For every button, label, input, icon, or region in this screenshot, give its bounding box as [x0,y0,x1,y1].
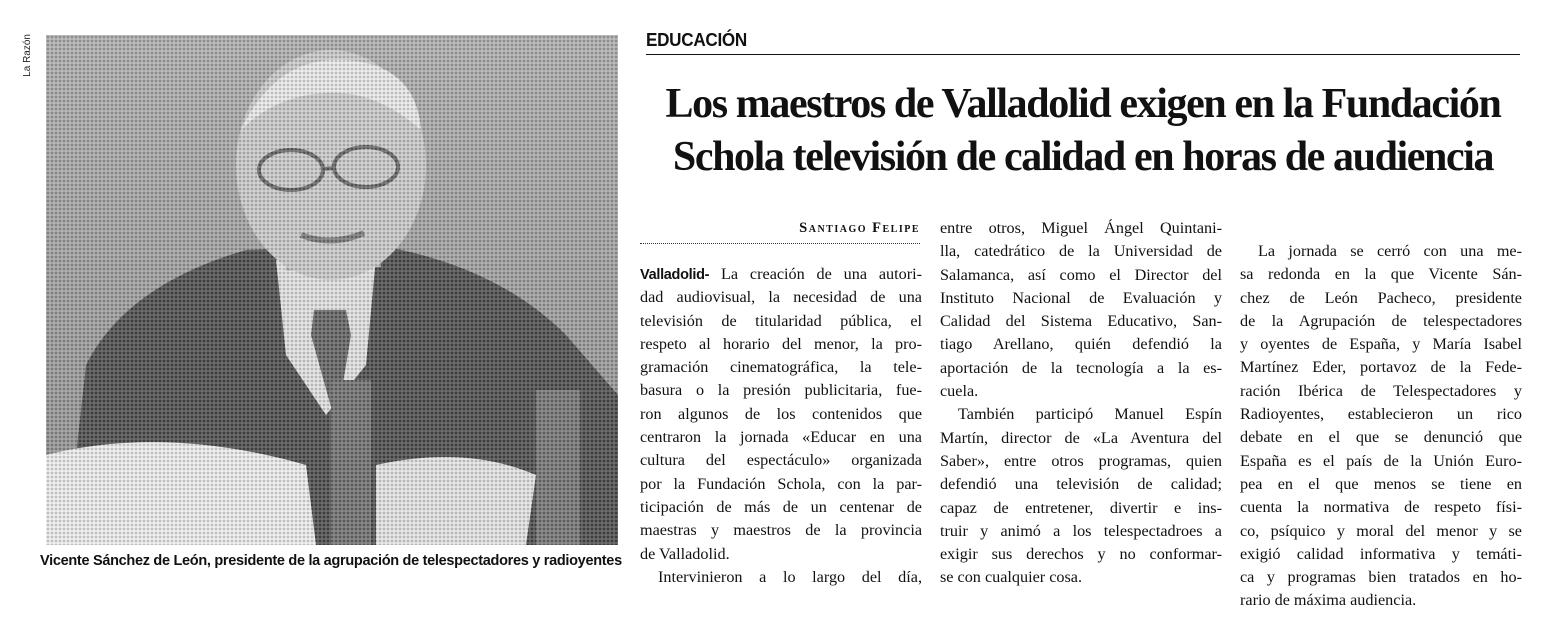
text-line: se con cualquier cosa. [940,568,1083,587]
text-line: ca y programas bien tratados en ho- [1240,568,1522,587]
text-line: aportación de la tecnología a la es- [940,358,1222,377]
text-line: exigir sus derechos y no conformar- [940,545,1222,564]
text-line: Radioyentes, establecieron un rico [1240,405,1522,424]
news-photo [46,35,618,545]
text-line: tiago Arellano, quién defendió la [940,335,1222,354]
text-line: cuela. [940,382,979,401]
text-line: Intervinieron a lo largo del día, [658,567,922,586]
text-line: entre otros, Miguel Ángel Quintani- [940,219,1222,237]
text-line: lla, catedrático de la Universidad de [940,242,1222,261]
byline-author: Santiago Felipe [799,220,920,236]
text-line: La jornada se cerró con una me- [1258,242,1522,260]
section-label: EDUCACIÓN [646,30,747,50]
text-line: exigió calidad informativa y temáti- [1240,544,1522,563]
text-line: España es el país de la Unión Euro- [1240,451,1522,470]
text-line: capaz de entretener, divertir e ins- [940,498,1222,517]
text-line: cultura del espectáculo» organizada [640,451,922,470]
text-line: También participó Manuel Espín [958,405,1222,424]
text-line: ración Ibérica de Telespectadores y [1240,381,1522,400]
text-line: Martín, director de «La Aventura del [940,428,1222,447]
text-line: defendió una televisión de calidad; [940,475,1222,494]
headline [646,78,1520,184]
text-line: chez de León Pacheco, presidente [1240,288,1522,307]
text-line: debate en el que se denunció que [1240,428,1522,447]
article-column-3 [1240,240,1522,613]
headline-line: Los maestros de Valladolid exigen en la Fundación [665,81,1501,127]
text-line: por la Fundación Schola, con la par- [640,474,922,493]
photo-caption: Vicente Sánchez de León, presidente de la agrupación de telespectadores y radioyentes [40,553,622,569]
text-line: sa redonda en la que Vicente Sán- [1240,265,1522,284]
text-line: co, psíquico y moral del menor y se [1240,521,1522,540]
text-line: Salamanca, así como el Director del [940,265,1222,284]
article-column-1 [640,263,922,589]
text-line: respeto al horario del menor, la pro- [640,334,922,353]
text-line: gramación cinematográfica, la tele- [640,358,922,377]
text-line: de Valladolid. [640,544,730,563]
text-line: Calidad del Sistema Educativo, San- [940,312,1222,331]
text-line: pea en el que menos se tiene en [1240,474,1522,493]
text-line: ticipación de más de un centenar de [640,497,922,516]
text-line: Instituto Nacional de Evaluación y [940,288,1222,307]
text-line: La creación de una autori- [709,265,922,283]
headline-line: Schola televisión de calidad en horas de audiencia [672,134,1494,180]
dateline: Valladolid- [640,267,710,283]
text-line: y oyentes de España, y María Isabel [1240,335,1522,354]
text-line: ron algunos de los contenidos que [640,404,922,423]
portrait-image [46,35,618,545]
text-line: maestras y maestros de la provincia [640,521,922,540]
text-line: truir y animó a los telespectadroes a [940,521,1222,540]
byline [640,219,920,244]
text-line: Martínez Eder, portavoz de la Fede- [1240,358,1522,377]
text-line: dad audiovisual, la necesidad de una [640,288,922,307]
text-line: Saber», entre otros programas, quien [940,451,1222,470]
text-line: rario de máxima audiencia. [1240,591,1417,610]
text-line: basura o la presión publicitaria, fue- [640,381,922,400]
text-line: centraron la jornada «Educar en una [640,428,922,447]
section-header [646,30,1520,55]
text-line: cuenta la normativa de respeto físi- [1240,498,1522,517]
text-line: de la Agrupación de telespectadores [1240,311,1522,330]
article-column-2 [940,217,1222,590]
text-line: televisión de titularidad pública, el [640,311,922,330]
photo-credit: La Razón [22,34,33,77]
